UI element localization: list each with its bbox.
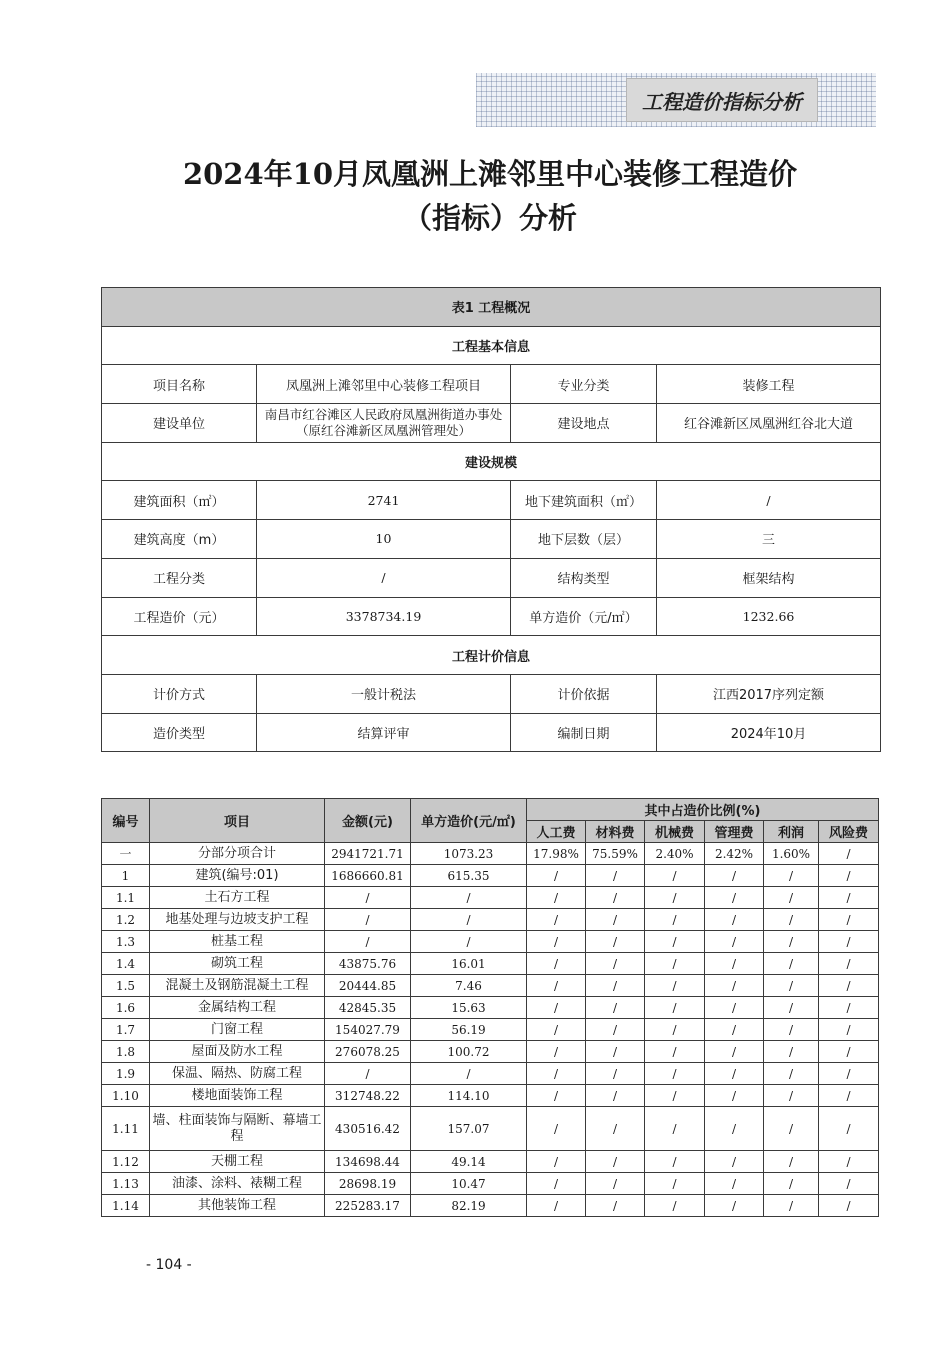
method-label: 计价方式 [102, 674, 257, 713]
cell-management: 2.42% [705, 843, 764, 865]
cell-no: 1.14 [102, 1195, 150, 1217]
cell-risk: / [819, 1019, 879, 1041]
cell-profit: / [764, 1041, 819, 1063]
cell-machine: / [645, 997, 705, 1019]
section-tag: 工程造价指标分析 [626, 78, 818, 122]
table-row [102, 1195, 879, 1217]
cell-amount: 430516.42 [325, 1107, 411, 1151]
table-row [102, 1151, 879, 1173]
cell-item: 楼地面装饰工程 [150, 1085, 325, 1107]
area-value: 2741 [257, 481, 511, 520]
cell-machine: / [645, 909, 705, 931]
table-row [102, 1085, 879, 1107]
header-material: 材料费 [586, 821, 645, 843]
table-row [102, 909, 879, 931]
cell-item: 土石方工程 [150, 887, 325, 909]
date-label: 编制日期 [511, 713, 657, 752]
cell-labor: / [527, 887, 586, 909]
cell-amount: 42845.35 [325, 997, 411, 1019]
cell-machine: / [645, 1195, 705, 1217]
project-name-label: 项目名称 [102, 365, 257, 404]
height-label: 建筑高度（m） [102, 520, 257, 559]
cell-management: / [705, 1151, 764, 1173]
cell-amount: / [325, 887, 411, 909]
cell-labor: / [527, 975, 586, 997]
category-value: 装修工程 [657, 365, 881, 404]
cell-material: / [586, 1173, 645, 1195]
cell-item: 地基处理与边坡支护工程 [150, 909, 325, 931]
method-value: 一般计税法 [257, 674, 511, 713]
header-unit-cost: 单方造价(元/㎡) [411, 799, 527, 843]
table-row [102, 865, 879, 887]
cell-no: 1.10 [102, 1085, 150, 1107]
header-management: 管理费 [705, 821, 764, 843]
cell-labor: / [527, 909, 586, 931]
structure-label: 结构类型 [511, 558, 657, 597]
unit-cost-label: 单方造价（元/㎡） [511, 597, 657, 636]
cell-management: / [705, 1063, 764, 1085]
cost-type-value: 结算评审 [257, 713, 511, 752]
cell-risk: / [819, 997, 879, 1019]
cell-material: / [586, 1195, 645, 1217]
cell-material: / [586, 997, 645, 1019]
cell-machine: / [645, 1063, 705, 1085]
project-name-value: 凤凰洲上滩邻里中心装修工程项目 [257, 365, 511, 404]
cell-no: 1.2 [102, 909, 150, 931]
table-row [102, 997, 879, 1019]
cost-breakdown-table [101, 798, 879, 1217]
cell-risk: / [819, 1151, 879, 1173]
table-row [102, 1063, 879, 1085]
cell-management: / [705, 865, 764, 887]
cell-machine: 2.40% [645, 843, 705, 865]
cell-material: 75.59% [586, 843, 645, 865]
cell-no: 1.6 [102, 997, 150, 1019]
basic-info-heading: 工程基本信息 [102, 326, 881, 365]
cell-machine: / [645, 1173, 705, 1195]
cell-machine: / [645, 1041, 705, 1063]
cell-amount: 28698.19 [325, 1173, 411, 1195]
table-row [102, 1107, 879, 1151]
cell-no: 一 [102, 843, 150, 865]
cell-risk: / [819, 843, 879, 865]
table-row [102, 1173, 879, 1195]
cell-risk: / [819, 1041, 879, 1063]
overview-caption: 表1 工程概况 [102, 288, 881, 327]
cell-material: / [586, 931, 645, 953]
cell-amount: 225283.17 [325, 1195, 411, 1217]
cell-no: 1.4 [102, 953, 150, 975]
cell-labor: / [527, 1063, 586, 1085]
cell-unit: 7.46 [411, 975, 527, 997]
header-item: 项目 [150, 799, 325, 843]
cell-profit: / [764, 997, 819, 1019]
owner-value: 南昌市红谷滩区人民政府凤凰洲街道办事处（原红谷滩新区凤凰洲管理处） [257, 404, 511, 443]
cell-amount: / [325, 909, 411, 931]
structure-value: 框架结构 [657, 558, 881, 597]
cell-management: / [705, 1107, 764, 1151]
cell-item: 油漆、涂料、裱糊工程 [150, 1173, 325, 1195]
cell-profit: / [764, 909, 819, 931]
title-line-1: 2024年10月凤凰洲上滩邻里中心装修工程造价 [182, 157, 798, 191]
header-machine: 机械费 [645, 821, 705, 843]
area-label: 建筑面积（㎡） [102, 481, 257, 520]
cell-amount: 20444.85 [325, 975, 411, 997]
floors-value: 三 [657, 520, 881, 559]
cell-profit: / [764, 1019, 819, 1041]
cell-management: / [705, 931, 764, 953]
cell-management: / [705, 909, 764, 931]
cell-risk: / [819, 1085, 879, 1107]
cell-item: 桩基工程 [150, 931, 325, 953]
cell-item: 屋面及防水工程 [150, 1041, 325, 1063]
basis-value: 江西2017序列定额 [657, 674, 881, 713]
cell-amount: 2941721.71 [325, 843, 411, 865]
cell-labor: / [527, 865, 586, 887]
table-row [102, 843, 879, 865]
cell-unit: 157.07 [411, 1107, 527, 1151]
table-row [102, 887, 879, 909]
cost-label: 工程造价（元） [102, 597, 257, 636]
cell-profit: / [764, 1195, 819, 1217]
table-row [102, 975, 879, 997]
cell-amount: 43875.76 [325, 953, 411, 975]
header-labor: 人工费 [527, 821, 586, 843]
cell-labor: / [527, 953, 586, 975]
cell-material: / [586, 865, 645, 887]
cell-profit: / [764, 1085, 819, 1107]
cell-management: / [705, 887, 764, 909]
table-row [102, 1019, 879, 1041]
cell-item: 天棚工程 [150, 1151, 325, 1173]
location-label: 建设地点 [511, 404, 657, 443]
cell-unit: / [411, 931, 527, 953]
cell-risk: / [819, 1173, 879, 1195]
cell-labor: / [527, 1151, 586, 1173]
owner-label: 建设单位 [102, 404, 257, 443]
cost-table-body [102, 843, 879, 1217]
cell-item: 砌筑工程 [150, 953, 325, 975]
cell-amount: 1686660.81 [325, 865, 411, 887]
cell-no: 1.5 [102, 975, 150, 997]
cell-risk: / [819, 975, 879, 997]
cell-profit: / [764, 953, 819, 975]
cell-machine: / [645, 1151, 705, 1173]
cell-risk: / [819, 931, 879, 953]
cell-amount: / [325, 931, 411, 953]
cell-amount: 312748.22 [325, 1085, 411, 1107]
cell-material: / [586, 1019, 645, 1041]
cell-management: / [705, 975, 764, 997]
cell-unit: 10.47 [411, 1173, 527, 1195]
cell-material: / [586, 887, 645, 909]
cell-no: 1.9 [102, 1063, 150, 1085]
title-line-2: （指标）分析 [402, 201, 577, 235]
cell-amount: 276078.25 [325, 1041, 411, 1063]
cell-risk: / [819, 909, 879, 931]
cell-amount: / [325, 1063, 411, 1085]
cell-unit: 100.72 [411, 1041, 527, 1063]
header-no: 编号 [102, 799, 150, 843]
cell-unit: / [411, 887, 527, 909]
document-title [100, 152, 880, 240]
cell-no: 1.7 [102, 1019, 150, 1041]
floors-label: 地下层数（层） [511, 520, 657, 559]
cell-item: 墙、柱面装饰与隔断、幕墙工程 [150, 1107, 325, 1151]
cell-labor: / [527, 1085, 586, 1107]
unit-cost-value: 1232.66 [657, 597, 881, 636]
scale-heading: 建设规模 [102, 442, 881, 481]
location-value: 红谷滩新区凤凰洲红谷北大道 [657, 404, 881, 443]
cell-risk: / [819, 953, 879, 975]
cell-amount: 154027.79 [325, 1019, 411, 1041]
cell-material: / [586, 1063, 645, 1085]
cell-profit: / [764, 1063, 819, 1085]
underground-area-label: 地下建筑面积（㎡） [511, 481, 657, 520]
header-amount: 金额(元) [325, 799, 411, 843]
cell-profit: / [764, 1151, 819, 1173]
cell-profit: / [764, 865, 819, 887]
cell-management: / [705, 1019, 764, 1041]
table-row [102, 931, 879, 953]
cell-risk: / [819, 1107, 879, 1151]
cell-item: 其他装饰工程 [150, 1195, 325, 1217]
cell-unit: / [411, 1063, 527, 1085]
cell-risk: / [819, 1195, 879, 1217]
cell-risk: / [819, 865, 879, 887]
underground-area-value: / [657, 481, 881, 520]
cell-management: / [705, 1041, 764, 1063]
table-row [102, 1041, 879, 1063]
cell-machine: / [645, 1085, 705, 1107]
cell-labor: / [527, 931, 586, 953]
cell-labor: / [527, 1173, 586, 1195]
cell-management: / [705, 1173, 764, 1195]
header-ratio-group: 其中占造价比例(%) [527, 799, 879, 821]
cell-unit: / [411, 909, 527, 931]
cell-profit: / [764, 887, 819, 909]
cell-management: / [705, 997, 764, 1019]
cell-unit: 82.19 [411, 1195, 527, 1217]
cost-type-label: 造价类型 [102, 713, 257, 752]
cell-labor: / [527, 997, 586, 1019]
cell-profit: / [764, 975, 819, 997]
basis-label: 计价依据 [511, 674, 657, 713]
header-risk: 风险费 [819, 821, 879, 843]
cell-unit: 56.19 [411, 1019, 527, 1041]
pricing-heading: 工程计价信息 [102, 636, 881, 675]
cell-material: / [586, 1151, 645, 1173]
cell-unit: 49.14 [411, 1151, 527, 1173]
cell-machine: / [645, 953, 705, 975]
date-value: 2024年10月 [657, 713, 881, 752]
cell-machine: / [645, 1019, 705, 1041]
cell-labor: / [527, 1195, 586, 1217]
cost-value: 3378734.19 [257, 597, 511, 636]
cell-unit: 16.01 [411, 953, 527, 975]
cell-machine: / [645, 931, 705, 953]
cell-profit: 1.60% [764, 843, 819, 865]
cell-item: 保温、隔热、防腐工程 [150, 1063, 325, 1085]
overview-table [101, 287, 881, 752]
cell-profit: / [764, 1173, 819, 1195]
cell-machine: / [645, 975, 705, 997]
cell-material: / [586, 1041, 645, 1063]
cell-item: 混凝土及钢筋混凝土工程 [150, 975, 325, 997]
table-row [102, 953, 879, 975]
cell-machine: / [645, 865, 705, 887]
cell-unit: 114.10 [411, 1085, 527, 1107]
cell-labor: / [527, 1041, 586, 1063]
cell-profit: / [764, 931, 819, 953]
category-label: 专业分类 [511, 365, 657, 404]
cell-machine: / [645, 1107, 705, 1151]
type-value: / [257, 558, 511, 597]
cell-no: 1 [102, 865, 150, 887]
cell-unit: 15.63 [411, 997, 527, 1019]
cell-no: 1.1 [102, 887, 150, 909]
header-profit: 利润 [764, 821, 819, 843]
cell-item: 金属结构工程 [150, 997, 325, 1019]
cell-item: 建筑(编号:01) [150, 865, 325, 887]
cell-material: / [586, 975, 645, 997]
page-number: - 104 - [146, 1257, 192, 1273]
cell-no: 1.3 [102, 931, 150, 953]
cell-material: / [586, 953, 645, 975]
cell-no: 1.12 [102, 1151, 150, 1173]
cell-unit: 615.35 [411, 865, 527, 887]
cell-item: 分部分项合计 [150, 843, 325, 865]
cell-profit: / [764, 1107, 819, 1151]
cell-no: 1.13 [102, 1173, 150, 1195]
cell-management: / [705, 1195, 764, 1217]
cell-material: / [586, 1085, 645, 1107]
cell-no: 1.8 [102, 1041, 150, 1063]
cell-unit: 1073.23 [411, 843, 527, 865]
cell-labor: 17.98% [527, 843, 586, 865]
cell-management: / [705, 1085, 764, 1107]
cell-no: 1.11 [102, 1107, 150, 1151]
cell-risk: / [819, 887, 879, 909]
cell-item: 门窗工程 [150, 1019, 325, 1041]
cell-labor: / [527, 1107, 586, 1151]
height-value: 10 [257, 520, 511, 559]
type-label: 工程分类 [102, 558, 257, 597]
cell-material: / [586, 909, 645, 931]
cell-machine: / [645, 887, 705, 909]
cell-risk: / [819, 1063, 879, 1085]
cell-management: / [705, 953, 764, 975]
cell-material: / [586, 1107, 645, 1151]
cell-labor: / [527, 1019, 586, 1041]
cell-amount: 134698.44 [325, 1151, 411, 1173]
